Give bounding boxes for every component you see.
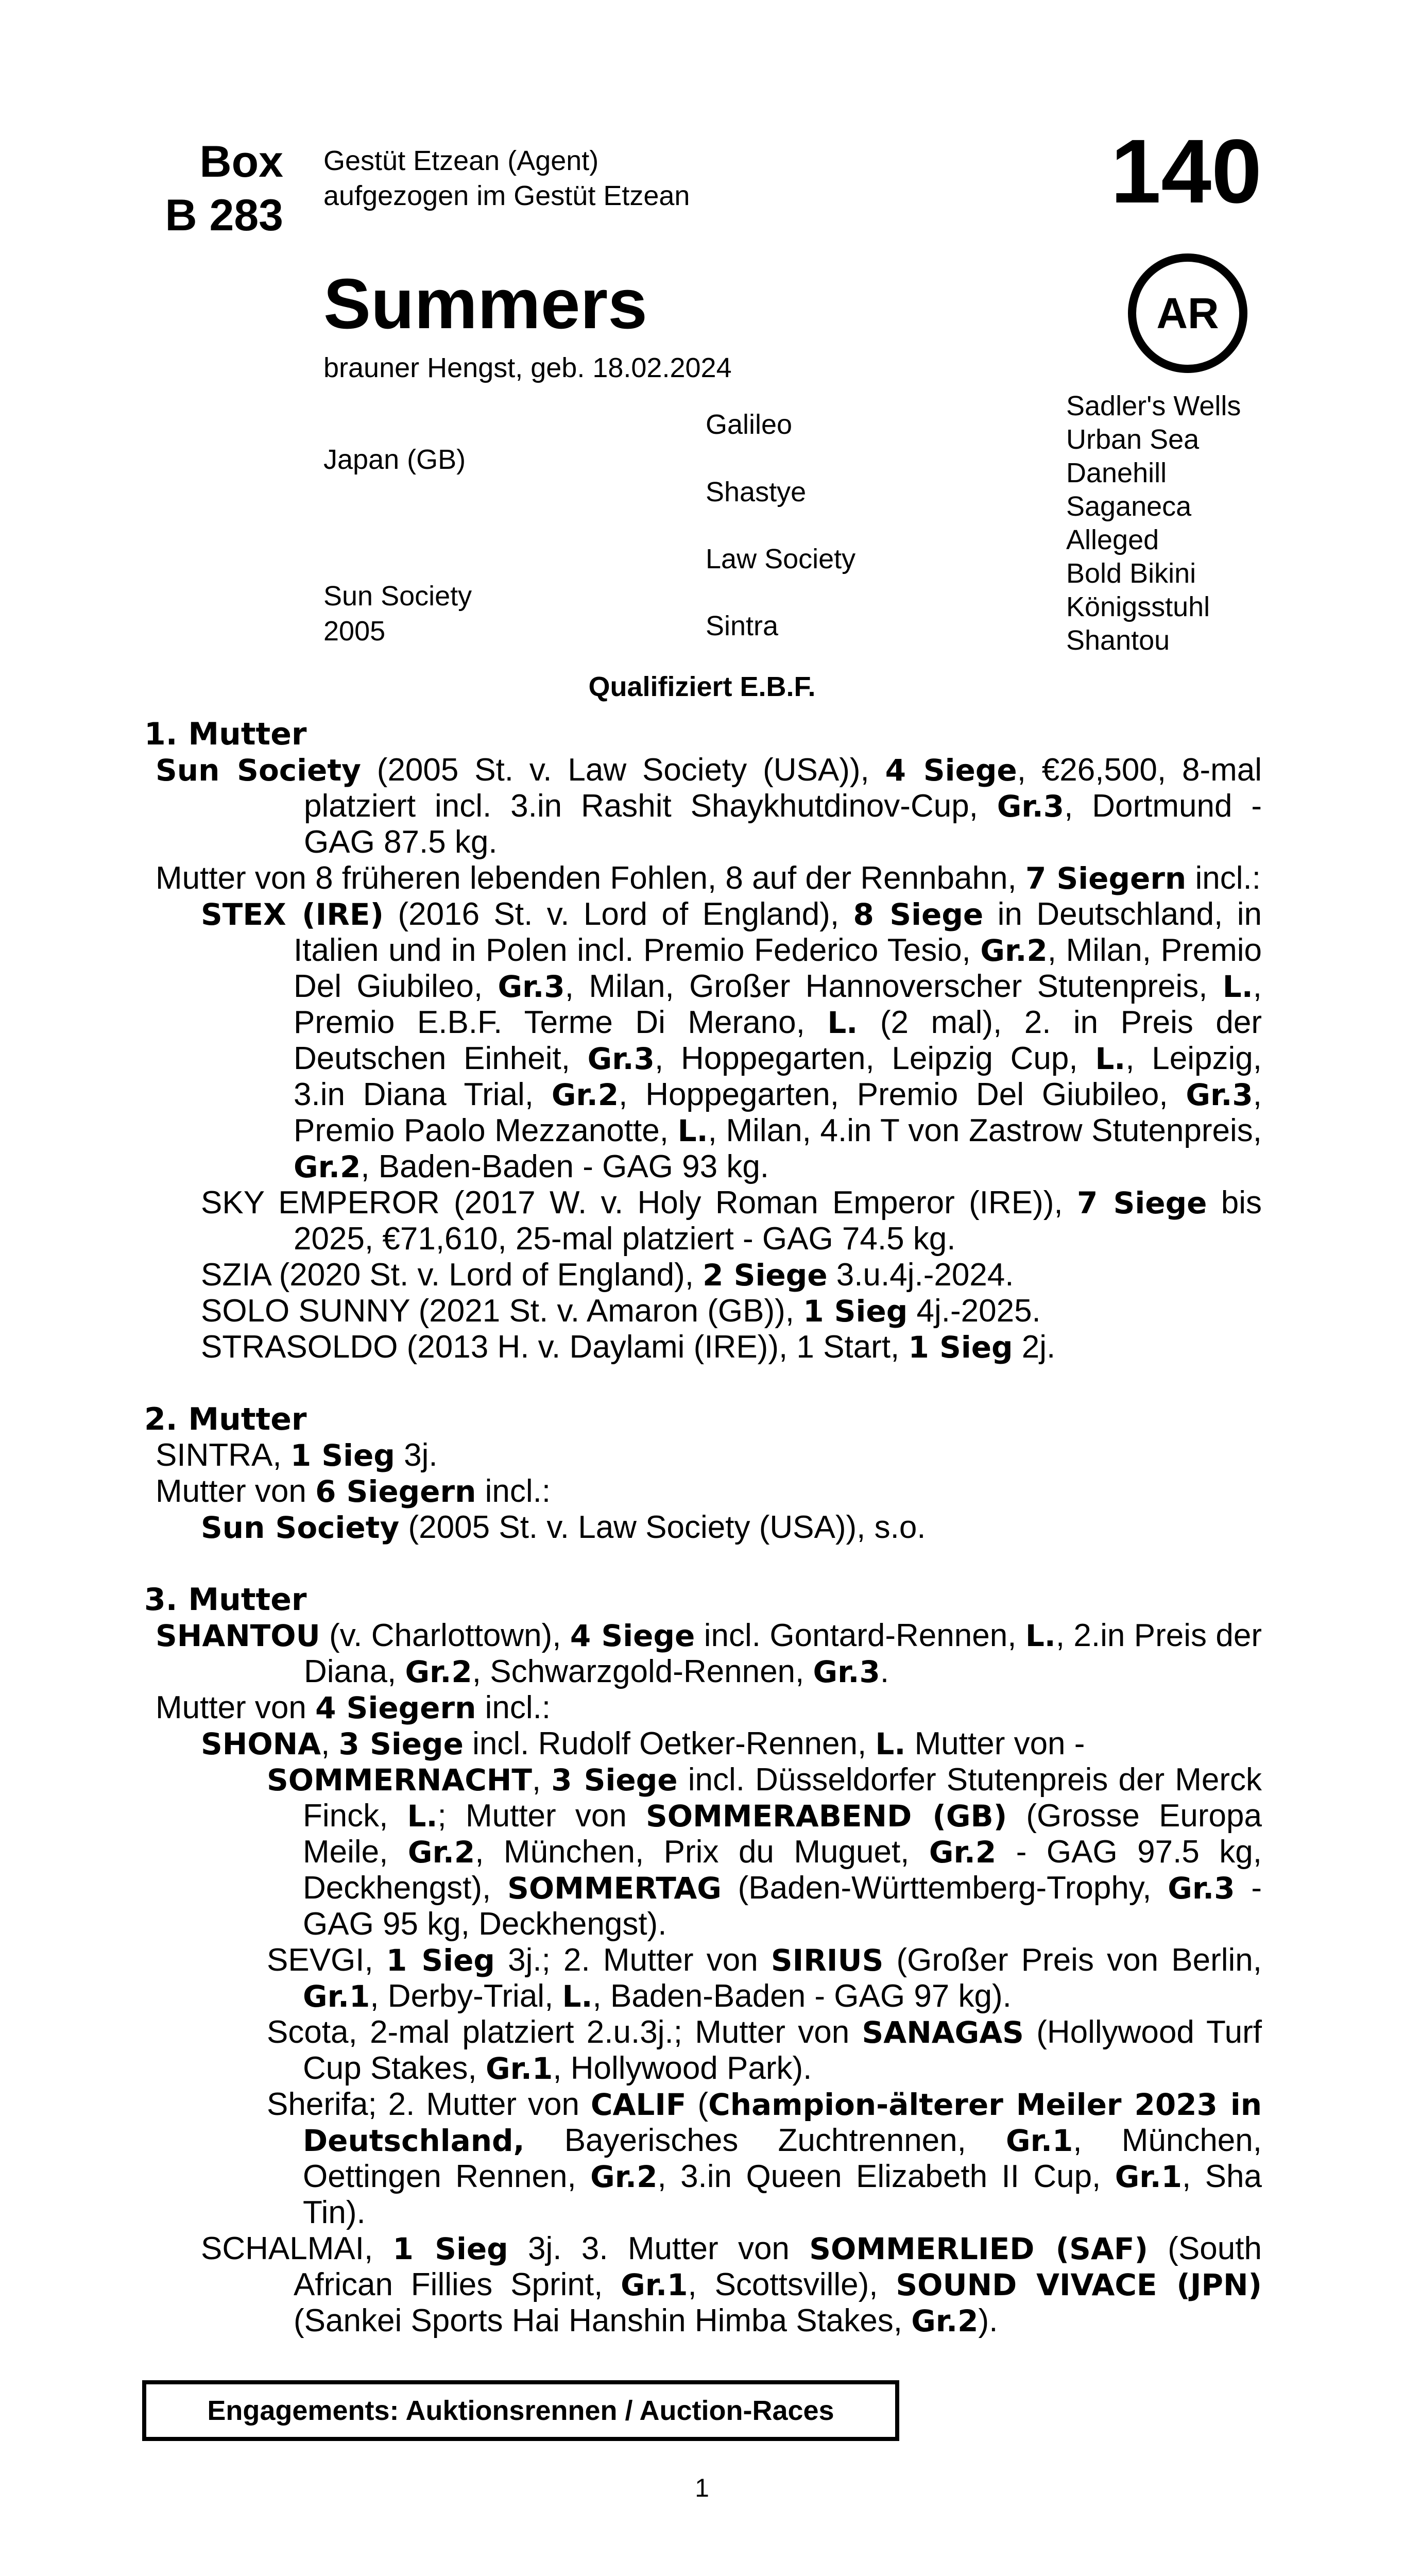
pedigree-dam-year: 2005 xyxy=(323,616,386,647)
entry-text: (2 mal), 2. in Preis der Deutschen Einheit, xyxy=(294,1005,1262,1076)
entry-text: , xyxy=(532,1762,552,1798)
family-entry xyxy=(156,860,1262,896)
family-entry xyxy=(267,1942,1262,2014)
family-entry xyxy=(156,1473,1262,1510)
raised-at: aufgezogen im Gestüt Etzean xyxy=(323,180,690,211)
entry-text: , 3.in Queen Elizabeth II Cup, xyxy=(657,2159,1115,2194)
entry-text-bold: SHANTOU xyxy=(156,1618,320,1653)
pedigree-ancestor-3: Danehill xyxy=(1066,457,1167,488)
family-entry xyxy=(156,752,1262,860)
agent-name: Gestüt Etzean (Agent) xyxy=(323,145,599,176)
entry-text: (2016 St. v. Lord of England), xyxy=(384,896,853,932)
entry-text-bold: Gr.3 xyxy=(1168,1871,1235,1906)
entry-text: , 2.in Preis der Diana, xyxy=(304,1618,1262,1689)
entry-text: . xyxy=(880,1654,889,1689)
family-entry xyxy=(201,896,1262,1185)
entry-text-bold: 6 Siegern xyxy=(315,1474,476,1509)
entry-text: SOLO SUNNY (2021 St. v. Amaron (GB)), xyxy=(201,1293,803,1329)
entry-text: , Derby-Trial, xyxy=(370,1978,562,2014)
entry-text-bold: 2 Siege xyxy=(703,1258,828,1293)
entry-text: bis 2025, €71,610, 25-mal platziert - GAG 74.5 kg. xyxy=(294,1185,1262,1257)
family-entry xyxy=(201,2231,1262,2339)
entry-text: SKY EMPEROR (2017 W. v. Holy Roman Emperor (IRE)), xyxy=(201,1185,1077,1221)
entry-text: (Baden-Württemberg-Trophy, xyxy=(721,1870,1168,1906)
entry-text: incl.: xyxy=(1186,860,1261,896)
pedigree-sire: Japan (GB) xyxy=(323,444,466,475)
entry-text-bold: Sun Society xyxy=(156,753,361,788)
entry-text-bold: CALIF xyxy=(590,2087,687,2122)
pedigree-ancestor-7: Königsstuhl xyxy=(1066,591,1210,622)
family-entry xyxy=(156,1618,1262,1690)
family-entry xyxy=(267,1762,1262,1942)
pedigree-ancestor-1: Sadler's Wells xyxy=(1066,391,1241,421)
entry-text-bold: L. xyxy=(677,1113,708,1148)
entry-text-bold: 3 Siege xyxy=(338,1726,464,1761)
entry-text-bold: 1 Sieg xyxy=(908,1330,1013,1365)
box-title: Box xyxy=(199,137,283,187)
entry-text-bold: 8 Siege xyxy=(853,897,984,932)
entry-text: , Sha Tin). xyxy=(303,2159,1262,2230)
family-entry xyxy=(201,1257,1262,1293)
entry-text: SCHALMAI, xyxy=(201,2231,393,2266)
entry-text-bold: Gr.2 xyxy=(407,1835,475,1870)
entry-text-bold: 1 Sieg xyxy=(386,1943,495,1978)
entry-text: , München, Prix du Muguet, xyxy=(475,1834,929,1870)
entry-text-bold: Gr.1 xyxy=(1006,2123,1073,2158)
qualification-note: Qualifiziert E.B.F. xyxy=(588,671,816,702)
entry-text-bold: Gr.1 xyxy=(621,2267,688,2302)
entry-text: (2005 St. v. Law Society (USA)), xyxy=(361,752,885,788)
entry-text: Bayerisches Zuchtrennen, xyxy=(524,2123,1006,2158)
pedigree-granddam-2: Sintra xyxy=(706,611,779,641)
entry-text-bold: Gr.2 xyxy=(929,1835,997,1870)
entry-text: SEVGI, xyxy=(267,1942,386,1978)
entry-text-bold: SANAGAS xyxy=(862,2015,1024,2050)
entry-text: , Leipzig, 3.in Diana Trial, xyxy=(294,1041,1262,1112)
entry-text: , Scottsville), xyxy=(688,2267,896,2302)
entry-text-bold: Gr.3 xyxy=(997,789,1065,824)
entry-text-bold: Gr.1 xyxy=(485,2051,553,2086)
entry-text-bold: 1 Sieg xyxy=(290,1438,395,1473)
pedigree-ancestor-6: Bold Bikini xyxy=(1066,558,1196,589)
family-entry xyxy=(156,1690,1262,1726)
pedigree-grandsire-2: Law Society xyxy=(706,544,856,574)
entry-text: 2j. xyxy=(1013,1329,1056,1365)
family-entry xyxy=(267,2014,1262,2087)
entry-text-bold: Gr.3 xyxy=(1186,1077,1253,1112)
entry-text-bold: SOUND VIVACE (JPN) xyxy=(896,2267,1262,2302)
horse-name: Summers xyxy=(323,264,647,344)
entry-text: incl.: xyxy=(476,1690,551,1725)
entry-text: incl.: xyxy=(476,1473,551,1509)
entry-text-bold: Gr.3 xyxy=(813,1654,880,1689)
entry-text-bold: SOMMERNACHT xyxy=(267,1762,532,1798)
section-heading: 1. Mutter xyxy=(144,716,307,752)
entry-text-bold: 4 Siege xyxy=(570,1618,695,1653)
entry-text-bold: 4 Siegern xyxy=(315,1690,476,1725)
entry-text-bold: Gr.2 xyxy=(911,2303,979,2338)
entry-text: incl. Rudolf Oetker-Rennen, xyxy=(463,1726,876,1761)
entry-text: (South African Fillies Sprint, xyxy=(294,2231,1262,2302)
entry-text: , Premio Paolo Mezzanotte, xyxy=(294,1077,1262,1148)
pedigree-ancestor-4: Saganeca xyxy=(1066,491,1192,522)
section-gap xyxy=(144,1546,1262,1582)
entry-text: , €26,500, 8-mal platziert incl. 3.in Rashit Shaykhutdinov-Cup, xyxy=(304,752,1262,824)
entry-text: , Baden-Baden - GAG 97 kg). xyxy=(592,1978,1012,2014)
entry-text: ). xyxy=(978,2303,998,2338)
entry-text: 4j.-2025. xyxy=(908,1293,1041,1329)
page-number: 1 xyxy=(695,2473,709,2502)
entry-text: , Baden-Baden - GAG 93 kg. xyxy=(361,1149,769,1184)
consignor-info xyxy=(323,143,690,213)
entry-text: - GAG 97.5 kg, Deckhengst), xyxy=(303,1834,1262,1906)
family-entry xyxy=(201,1329,1262,1365)
entry-text: , Premio E.B.F. Terme Di Merano, xyxy=(294,969,1262,1040)
entry-text-bold: Sun Society xyxy=(201,1510,400,1545)
box-number: B 283 xyxy=(165,191,283,240)
section-gap xyxy=(144,1365,1262,1401)
entry-text-bold: SOMMERABEND (GB) xyxy=(646,1799,1007,1834)
horse-description: brauner Hengst, geb. 18.02.2024 xyxy=(323,352,732,383)
entry-text: ; Mutter von xyxy=(437,1798,646,1834)
section-heading: 2. Mutter xyxy=(144,1401,307,1437)
entry-text-bold: L. xyxy=(407,1799,438,1834)
entry-text: in Deutschland, in Italien und in Polen incl. Premio Federico Tesio, xyxy=(294,896,1262,968)
entry-text-bold: Gr.2 xyxy=(405,1654,472,1689)
entry-text-bold: Gr.2 xyxy=(294,1149,361,1184)
entry-text-bold: Gr.2 xyxy=(590,2159,658,2194)
entry-text: , Hoppegarten, Leipzig Cup, xyxy=(655,1041,1095,1076)
lot-number: 140 xyxy=(1110,121,1262,222)
pedigree-ancestor-8: Shantou xyxy=(1066,625,1170,656)
family-entry xyxy=(201,1293,1262,1329)
entry-text-bold: Gr.2 xyxy=(551,1077,619,1112)
entry-text: , Hollywood Park). xyxy=(553,2050,812,2086)
entry-text-bold: 7 Siege xyxy=(1076,1185,1207,1221)
entry-text-bold: SIRIUS xyxy=(771,1943,884,1978)
entry-text-bold: STEX (IRE) xyxy=(201,897,384,932)
entry-text: , Hoppegarten, Premio Del Giubileo, xyxy=(619,1077,1186,1112)
entry-text: 3j. 3. Mutter von xyxy=(508,2231,810,2266)
entry-text: , xyxy=(321,1726,339,1761)
section-heading: 3. Mutter xyxy=(144,1582,307,1618)
entry-text-bold: Gr.1 xyxy=(303,1979,370,2014)
entry-text: , Milan, 4.in T von Zastrow Stutenpreis, xyxy=(708,1113,1262,1148)
entry-text: , Milan, Großer Hannoverscher Stutenpreis, xyxy=(564,969,1223,1004)
entry-text: , München, Oettingen Rennen, xyxy=(303,2123,1262,2194)
family-entry xyxy=(156,1437,1262,1473)
entry-text-bold: Gr.2 xyxy=(980,933,1048,968)
entry-text-bold: L. xyxy=(562,1979,593,2014)
entry-text-bold: 3 Siege xyxy=(551,1762,678,1798)
pedigree-ancestor-5: Alleged xyxy=(1066,524,1159,555)
entry-text: SZIA (2020 St. v. Lord of England), xyxy=(201,1257,703,1293)
entry-text: Scota, 2-mal platziert 2.u.3j.; Mutter von xyxy=(267,2014,862,2050)
entry-text: (Grosse Europa Meile, xyxy=(303,1798,1262,1870)
pedigree-ancestor-2: Urban Sea xyxy=(1066,424,1200,455)
entry-text: 3j. xyxy=(395,1437,438,1473)
entry-text: ( xyxy=(686,2087,709,2122)
engagements-box: Engagements: Auktionsrennen / Auction-Races xyxy=(142,2380,899,2441)
entry-text: (v. Charlottown), xyxy=(320,1618,570,1653)
entry-text-bold: 1 Sieg xyxy=(392,2231,508,2266)
pedigree-dam: Sun Society xyxy=(323,581,472,612)
family-entry xyxy=(201,1726,1262,1762)
entry-text-bold: SOMMERLIED (SAF) xyxy=(809,2231,1148,2266)
entry-text-bold: SOMMERTAG xyxy=(507,1871,722,1906)
family-entry xyxy=(201,1510,1262,1546)
entry-text: SINTRA, xyxy=(156,1437,290,1473)
pedigree-granddam-1: Shastye xyxy=(706,477,807,507)
entry-text-bold: SHONA xyxy=(201,1726,321,1761)
entry-text: STRASOLDO (2013 H. v. Daylami (IRE)), 1 Start, xyxy=(201,1329,909,1365)
family-history xyxy=(144,716,1262,2339)
family-entry xyxy=(201,1185,1262,1257)
entry-text: , Dortmund - GAG 87.5 kg. xyxy=(304,788,1262,860)
box-label xyxy=(129,135,283,242)
entry-text: 3j.; 2. Mutter von xyxy=(494,1942,771,1978)
entry-text: (Sankei Sports Hai Hanshin Himba Stakes, xyxy=(294,2303,912,2338)
pedigree-grandsire-1: Galileo xyxy=(706,409,793,440)
entry-text-bold: 1 Sieg xyxy=(803,1294,908,1329)
entry-text-bold: 7 Siegern xyxy=(1025,861,1187,896)
entry-text: Mutter von xyxy=(156,1690,316,1725)
family-entry xyxy=(267,2087,1262,2231)
entry-text-bold: 4 Siege xyxy=(885,753,1017,788)
entry-text: (2005 St. v. Law Society (USA)), s.o. xyxy=(399,1510,926,1545)
entry-text: incl. Düsseldorfer Stutenpreis der Merck Finck, xyxy=(303,1762,1262,1834)
entry-text: Mutter von 8 früheren lebenden Fohlen, 8 auf der Rennbahn, xyxy=(156,860,1025,896)
entry-text: Mutter von xyxy=(156,1473,316,1509)
entry-text: (Großer Preis von Berlin, xyxy=(883,1942,1262,1978)
entry-text-bold: L. xyxy=(875,1726,906,1761)
entry-text: 3.u.4j.-2024. xyxy=(827,1257,1014,1293)
entry-text: , Milan, Premio Del Giubileo, xyxy=(294,933,1262,1004)
entry-text: (Hollywood Turf Cup Stakes, xyxy=(303,2014,1262,2086)
entry-text-bold: L. xyxy=(827,1005,858,1040)
entry-text: Sherifa; 2. Mutter von xyxy=(267,2087,591,2122)
entry-text-bold: Champion-älterer Meiler 2023 in Deutschland, xyxy=(303,2087,1262,2158)
entry-text: Mutter von - xyxy=(905,1726,1085,1761)
entry-text-bold: Gr.3 xyxy=(498,969,565,1004)
entry-text: - GAG 95 kg, Deckhengst). xyxy=(303,1870,1262,1942)
entry-text: incl. Gontard-Rennen, xyxy=(695,1618,1025,1653)
entry-text-bold: L. xyxy=(1095,1041,1126,1076)
entry-text: , Schwarzgold-Rennen, xyxy=(472,1654,813,1689)
entry-text-bold: Gr.3 xyxy=(587,1041,655,1076)
entry-text-bold: L. xyxy=(1222,969,1253,1004)
ar-badge: AR xyxy=(1128,253,1247,373)
entry-text-bold: L. xyxy=(1025,1618,1056,1653)
entry-text-bold: Gr.1 xyxy=(1115,2159,1183,2194)
